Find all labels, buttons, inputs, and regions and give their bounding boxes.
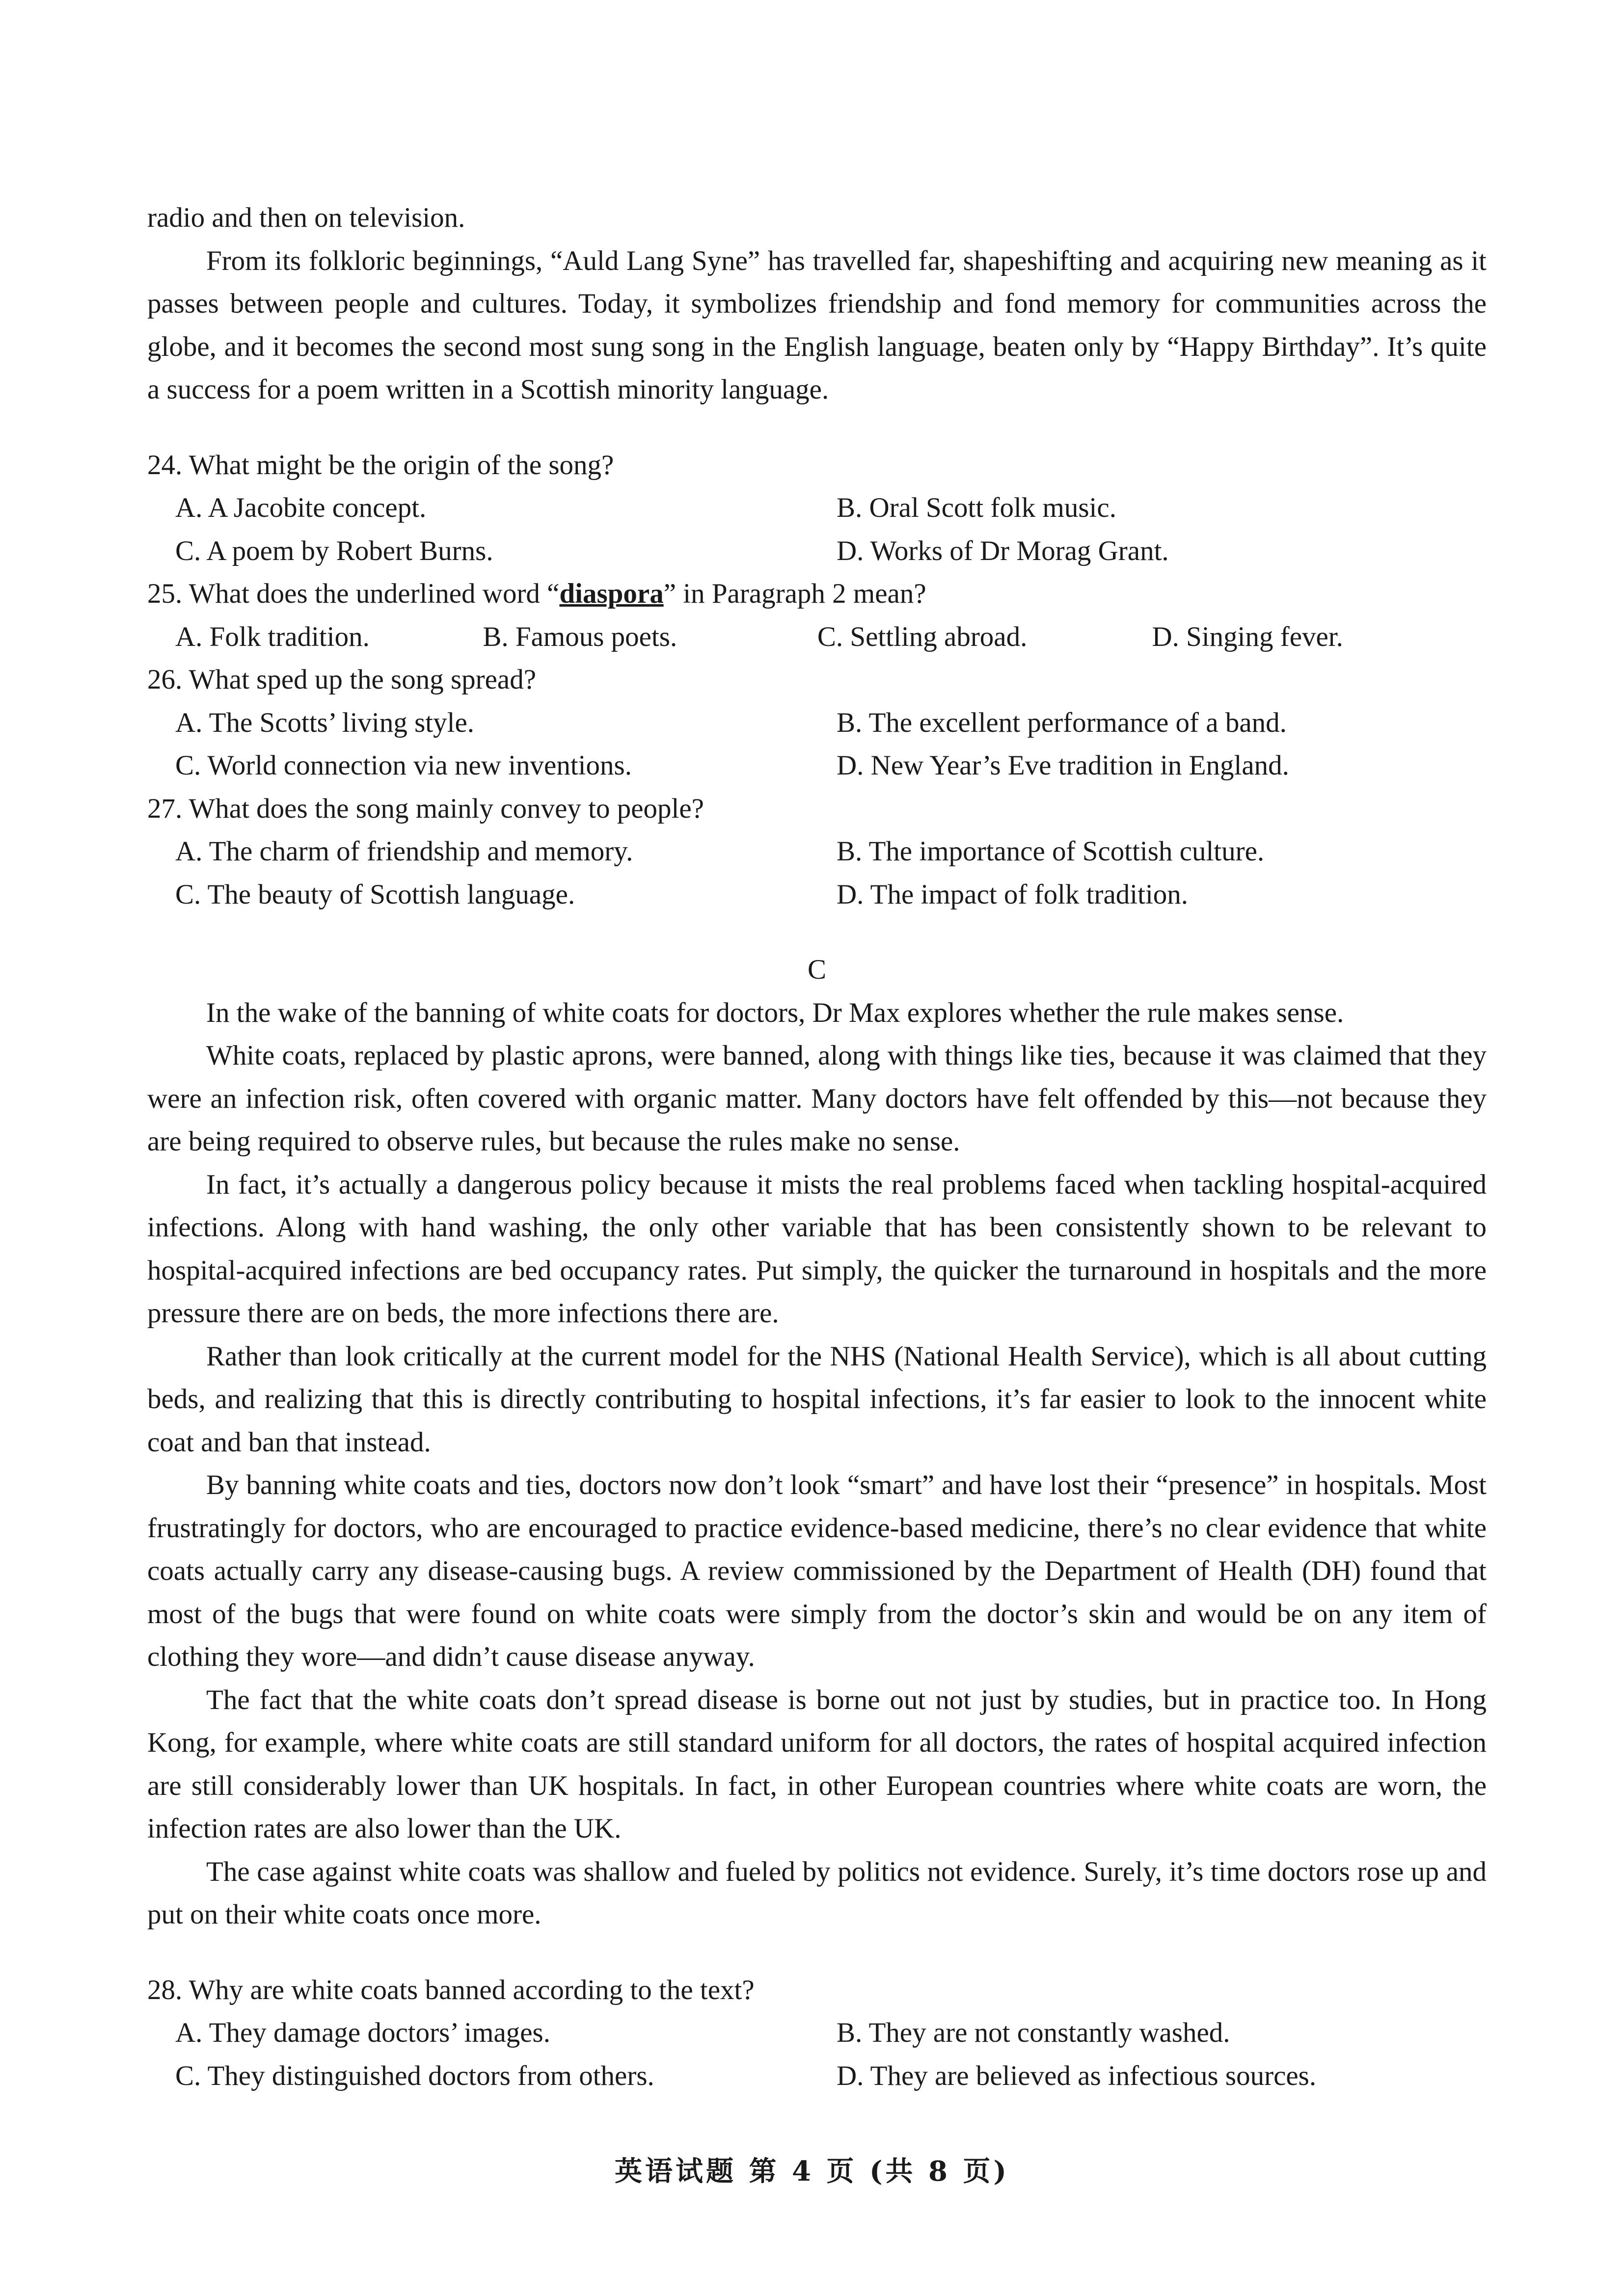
question-24-stem: 24. What might be the origin of the song? — [147, 449, 614, 481]
question-26-options-row — [147, 701, 1487, 745]
question-27-option-c: C. The beauty of Scottish language. — [175, 879, 575, 910]
question-27-options-row — [147, 873, 1487, 916]
question-26-stem: 26. What sped up the song spread? — [147, 664, 537, 695]
question-24-options-row — [147, 486, 1487, 530]
question-28-stem: 28. Why are white coats banned according to the text? — [147, 1974, 755, 2005]
question-26-option-b: B. The excellent performance of a band. — [837, 707, 1287, 738]
section-letter-c: C — [807, 954, 827, 985]
question-25-stem-before: 25. What does the underlined word “ — [147, 578, 560, 609]
question-27-option-d: D. The impact of folk tradition. — [837, 879, 1189, 910]
passage-c-paragraph: By banning white coats and ties, doctors now don’t look “smart” and have lost their “presence” in hospitals. Most frustratingly for doctors, who are encouraged to practice evidence-based medicine, there’s no clear evidence that white coats actually carry any disease-causing bugs. A review commissioned by the Department of Health (DH) found that most of the bugs that were found on white coats were simply from the doctor’s skin and would be on any item of clothing they wore—and didn’t cause disease anyway. — [147, 1469, 1487, 1672]
question-27-option-b: B. The importance of Scottish culture. — [837, 836, 1265, 867]
passage-c-paragraph: The fact that the white coats don’t spread disease is borne out not just by studies, but in practice too. In Hong Kong, for example, where white coats are still standard uniform for all doctors, the rates of hospital acquired infection are still considerably lower than UK hospitals. In fact, in other European countries where white coats are worn, the infection rates are also lower than the UK. — [147, 1684, 1487, 1844]
question-28-option-d: D. They are believed as infectious sources. — [837, 2060, 1317, 2091]
question-28-option-c: C. They distinguished doctors from others. — [175, 2060, 654, 2091]
question-28-options-row — [147, 2011, 1487, 2055]
question-26-option-a: A. The Scotts’ living style. — [175, 707, 475, 738]
question-27-options-row — [147, 830, 1487, 873]
passage-c-paragraph: White coats, replaced by plastic aprons, were banned, along with things like ties, because it was claimed that they were an infection risk, often covered with organic matter. Many doctors have felt offended by this—not because they are being required to observe rules, but because the rules make no sense. — [147, 1040, 1487, 1157]
question-25-option-d: D. Singing fever. — [1152, 621, 1343, 652]
question-24-options-row — [147, 530, 1487, 573]
question-25-stem-after: ” in Paragraph 2 mean? — [663, 578, 926, 609]
question-24-option-b: B. Oral Scott folk music. — [837, 492, 1116, 523]
page-content — [147, 196, 1487, 2097]
question-25-option-c: C. Settling abroad. — [817, 621, 1028, 652]
question-25-options-row — [147, 615, 1487, 659]
question-24-option-c: C. A poem by Robert Burns. — [175, 535, 493, 566]
question-28-options-row — [147, 2055, 1487, 2098]
passage-c-paragraph: The case against white coats was shallow and fueled by politics not evidence. Surely, it’s time doctors rose up and put on their white coats once more. — [147, 1856, 1487, 1930]
passage-b-paragraph: From its folkloric beginnings, “Auld Lang Syne” has travelled far, shapeshifting and acquiring new meaning as it passes between people and cultures. Today, it symbolizes friendship and fond memory for communities across the globe, and it becomes the second most sung song in the English language, beaten only by “Happy Birthday”. It’s quite a success for a poem written in a Scottish minority language. — [147, 245, 1487, 405]
question-24-option-a: A. A Jacobite concept. — [175, 492, 427, 523]
underlined-word: diaspora — [559, 578, 664, 609]
question-27-option-a: A. The charm of friendship and memory. — [175, 836, 633, 867]
passage-b-paragraph: radio and then on television. — [147, 202, 465, 233]
question-26-option-d: D. New Year’s Eve tradition in England. — [837, 750, 1289, 781]
question-25-option-b: B. Famous poets. — [483, 621, 677, 652]
passage-c-paragraph: In the wake of the banning of white coats for doctors, Dr Max explores whether the rule makes sense. — [206, 997, 1344, 1028]
question-26-options-row — [147, 744, 1487, 787]
question-26-option-c: C. World connection via new inventions. — [175, 750, 632, 781]
question-28-option-b: B. They are not constantly washed. — [837, 2017, 1230, 2048]
passage-c-paragraph: In fact, it’s actually a dangerous policy because it mists the real problems faced when tackling hospital-acquired infections. Along with hand washing, the only other variable that has been consistently shown to be relevant to hospital-acquired infections are bed occupancy rates. Put simply, the quicker the turnaround in hospitals and the more pressure there are on beds, the more infections there are. — [147, 1169, 1487, 1329]
question-25-stem — [147, 572, 1487, 615]
question-25-option-a: A. Folk tradition. — [175, 621, 370, 652]
passage-c-paragraph: Rather than look critically at the current model for the NHS (National Health Service), which is all about cutting beds, and realizing that this is directly contributing to hospital infections, it’s far easier to look to the innocent white coat and ban that instead. — [147, 1340, 1487, 1458]
question-28-option-a: A. They damage doctors’ images. — [175, 2017, 550, 2048]
page-footer: 英语试题 第 4 页 (共 8 页) — [615, 2155, 1009, 2188]
question-27-stem: 27. What does the song mainly convey to people? — [147, 793, 704, 824]
question-24-option-d: D. Works of Dr Morag Grant. — [837, 535, 1169, 566]
